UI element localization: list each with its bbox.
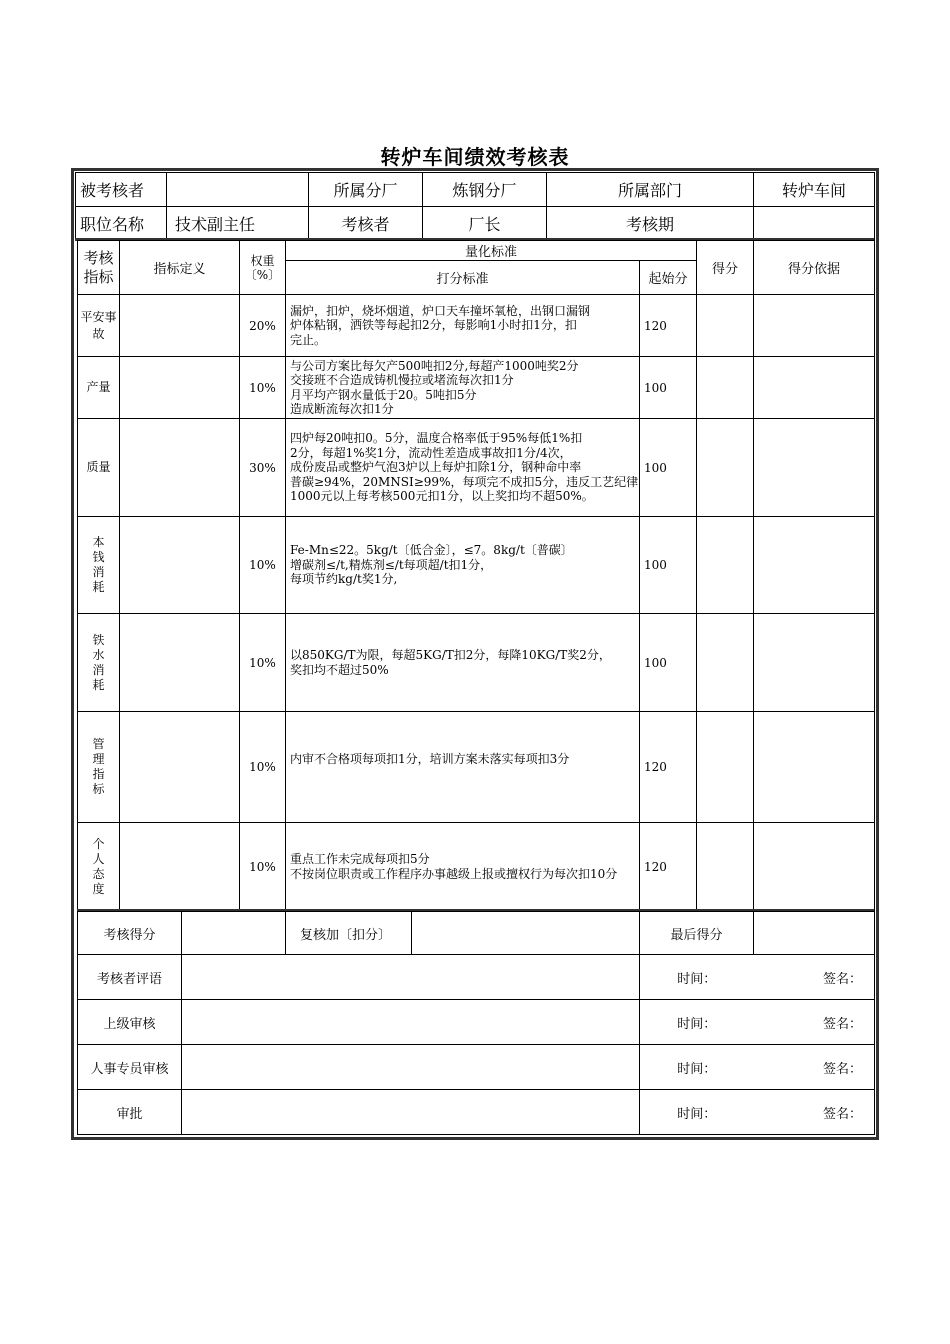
- final-score-field[interactable]: [754, 912, 875, 955]
- approval-table: [77, 911, 875, 1135]
- row-criteria: [286, 712, 640, 823]
- criteria-line: 以850KG/T为限，每超5KG/T扣2分，每降10KG/T奖2分，: [290, 648, 611, 662]
- criteria-line: Fe-Mn≤22。5kg/t〔低合金〕，≤7。8kg/t〔普碳〕: [290, 543, 573, 558]
- header-score: 得分: [697, 241, 754, 295]
- info-row: [76, 173, 875, 207]
- table-row: [78, 712, 875, 823]
- row-definition[interactable]: [120, 517, 240, 614]
- criteria-line: 漏炉，扣炉，烧坏烟道，炉口天车撞坏氧枪，出钢口漏钢: [290, 303, 591, 318]
- row-score[interactable]: [697, 295, 754, 357]
- label-period: 考核期: [547, 207, 754, 241]
- criteria-line: 成份废品或整炉气泡3炉以上每炉扣除1分，钢种命中率: [290, 460, 582, 475]
- row-basis[interactable]: [754, 614, 875, 712]
- row-indicator-label: 个人态度: [92, 836, 105, 896]
- row-base-score: 120: [640, 823, 697, 911]
- row-weight: 30%: [240, 419, 286, 517]
- approval-label: 人事专员审核: [78, 1045, 182, 1090]
- label-employee: 被考核者: [76, 173, 167, 207]
- value-department: 转炉车间: [754, 173, 875, 207]
- row-indicator-label: 本钱消耗: [92, 535, 105, 594]
- criteria-line: 重点工作未完成每项扣5分: [290, 852, 430, 866]
- row-definition[interactable]: [120, 712, 240, 823]
- row-base-score: 100: [640, 419, 697, 517]
- table-row: [78, 517, 875, 614]
- row-basis[interactable]: [754, 517, 875, 614]
- criteria-line: 2分，每超1%奖1分，流动性差造成事故扣1分/4次，: [290, 445, 572, 460]
- sign-label: 签名：: [754, 1090, 875, 1135]
- row-base-score: 120: [640, 295, 697, 357]
- table-header-row: [78, 241, 875, 261]
- page-title: 转炉车间绩效考核表: [380, 145, 570, 169]
- time-label: 时间：: [640, 1090, 754, 1135]
- kpi-table: [77, 240, 875, 911]
- sign-label: 签名：: [754, 955, 875, 1000]
- value-branch: 炼钢分厂: [423, 173, 547, 207]
- row-weight: 10%: [240, 823, 286, 911]
- row-indicator: [78, 517, 120, 614]
- criteria-line: 月平均产钢水量低于20。5吨扣5分: [290, 387, 477, 402]
- row-basis[interactable]: [754, 357, 875, 419]
- employee-info-table: [75, 172, 875, 241]
- row-basis[interactable]: [754, 712, 875, 823]
- review-adjust-field[interactable]: [412, 912, 640, 955]
- criteria-line: 每项节约kg/t奖1分,: [290, 572, 398, 587]
- row-criteria: [286, 419, 640, 517]
- row-weight: 10%: [240, 517, 286, 614]
- table-row: [78, 614, 875, 712]
- row-criteria: [286, 823, 640, 911]
- approval-row: [78, 1090, 875, 1135]
- label-department: 所属部门: [547, 173, 754, 207]
- header-indicator: 考核指标: [78, 241, 120, 295]
- row-definition[interactable]: [120, 357, 240, 419]
- row-weight: 10%: [240, 712, 286, 823]
- approval-label: 上级审核: [78, 1000, 182, 1045]
- row-criteria: [286, 295, 640, 357]
- row-base-score: 100: [640, 517, 697, 614]
- row-score[interactable]: [697, 614, 754, 712]
- row-indicator: 产量: [78, 357, 120, 419]
- row-definition[interactable]: [120, 823, 240, 911]
- value-period-field[interactable]: [754, 207, 875, 241]
- approval-row: [78, 1000, 875, 1045]
- row-score[interactable]: [697, 357, 754, 419]
- row-indicator: 质量: [78, 419, 120, 517]
- comment-field[interactable]: [182, 1090, 640, 1135]
- total-score-field[interactable]: [182, 912, 286, 955]
- criteria-line: 内审不合格项每项扣1分，培训方案未落实每项扣3分: [290, 752, 570, 766]
- row-score[interactable]: [697, 823, 754, 911]
- row-basis[interactable]: [754, 419, 875, 517]
- label-position: 职位名称: [76, 207, 167, 241]
- label-branch: 所属分厂: [309, 173, 423, 207]
- row-indicator: [78, 823, 120, 911]
- approval-label: 审批: [78, 1090, 182, 1135]
- row-score[interactable]: [697, 419, 754, 517]
- comment-field[interactable]: [182, 955, 640, 1000]
- row-base-score: 100: [640, 614, 697, 712]
- label-assessor: 考核者: [309, 207, 423, 241]
- criteria-line: 交接班不合造成铸机慢拉或堵流每次扣1分: [290, 373, 514, 387]
- row-indicator-label: 管理指标: [92, 737, 105, 796]
- time-label: 时间：: [640, 955, 754, 1000]
- row-weight: 10%: [240, 357, 286, 419]
- row-definition[interactable]: [120, 419, 240, 517]
- sign-label: 签名：: [754, 1045, 875, 1090]
- row-basis[interactable]: [754, 295, 875, 357]
- criteria-line: 四炉每20吨扣0。5分，温度合格率低于95%每低1%扣: [290, 431, 583, 446]
- table-row: [78, 357, 875, 419]
- comment-field[interactable]: [182, 1045, 640, 1090]
- criteria-line: 普碳≥94%，20MNSI≥99%，每项完不成扣5分，违反工艺纪律: [290, 474, 639, 489]
- row-criteria: [286, 357, 640, 419]
- criteria-line: 增碳剂≤/t,精炼剂≤/t每项超/t扣1分，: [290, 557, 493, 572]
- comment-field[interactable]: [182, 1000, 640, 1045]
- header-definition: 指标定义: [120, 241, 240, 295]
- header-criteria: 打分标准: [286, 261, 640, 295]
- row-score[interactable]: [697, 517, 754, 614]
- criteria-line: 造成断流每次扣1分: [290, 402, 394, 416]
- row-base-score: 120: [640, 712, 697, 823]
- value-assessor: 厂长: [423, 207, 547, 241]
- time-label: 时间：: [640, 1000, 754, 1045]
- table-row: [78, 419, 875, 517]
- criteria-line: 不按岗位职责或工作程序办事越级上报或擅权行为每次扣10分: [290, 866, 618, 881]
- table-row: [78, 823, 875, 911]
- row-definition[interactable]: [120, 295, 240, 357]
- row-criteria: [286, 614, 640, 712]
- label-review-adjust: 复核加〔扣分〕: [286, 912, 412, 955]
- row-weight: 10%: [240, 614, 286, 712]
- label-final-score: 最后得分: [640, 912, 754, 955]
- row-score[interactable]: [697, 712, 754, 823]
- row-weight: 20%: [240, 295, 286, 357]
- header-quant: 量化标准: [286, 241, 697, 261]
- row-basis[interactable]: [754, 823, 875, 911]
- row-base-score: 100: [640, 357, 697, 419]
- row-indicator: [78, 614, 120, 712]
- value-employee-field[interactable]: [167, 173, 309, 207]
- value-position: 技术副主任: [167, 207, 309, 241]
- info-row: [76, 207, 875, 241]
- criteria-line: 炉体粘钢，洒铁等每起扣2分，每影响1小时扣1分，扣: [290, 318, 577, 333]
- table-row: [78, 295, 875, 357]
- header-basis: 得分依据: [754, 241, 875, 295]
- criteria-line: 奖扣均不超过50%: [290, 662, 389, 677]
- row-indicator-label: 铁水消耗: [92, 632, 105, 692]
- row-indicator: [78, 712, 120, 823]
- row-definition[interactable]: [120, 614, 240, 712]
- approval-label: 考核者评语: [78, 955, 182, 1000]
- total-row: [78, 912, 875, 955]
- row-indicator: 平安事故: [78, 295, 120, 357]
- time-label: 时间：: [640, 1045, 754, 1090]
- label-total-score: 考核得分: [78, 912, 182, 955]
- row-criteria: [286, 517, 640, 614]
- header-base: 起始分: [640, 261, 697, 295]
- sign-label: 签名：: [754, 1000, 875, 1045]
- approval-row: [78, 1045, 875, 1090]
- approval-row: [78, 955, 875, 1000]
- criteria-line: 完止。: [290, 332, 327, 347]
- criteria-line: 1000元以上每考核500元扣1分，以上奖扣均不超50%。: [290, 489, 594, 504]
- header-weight: 权重〔%〕: [240, 241, 286, 295]
- criteria-line: 与公司方案比每欠产500吨扣2分,每超产1000吨奖2分: [290, 358, 579, 373]
